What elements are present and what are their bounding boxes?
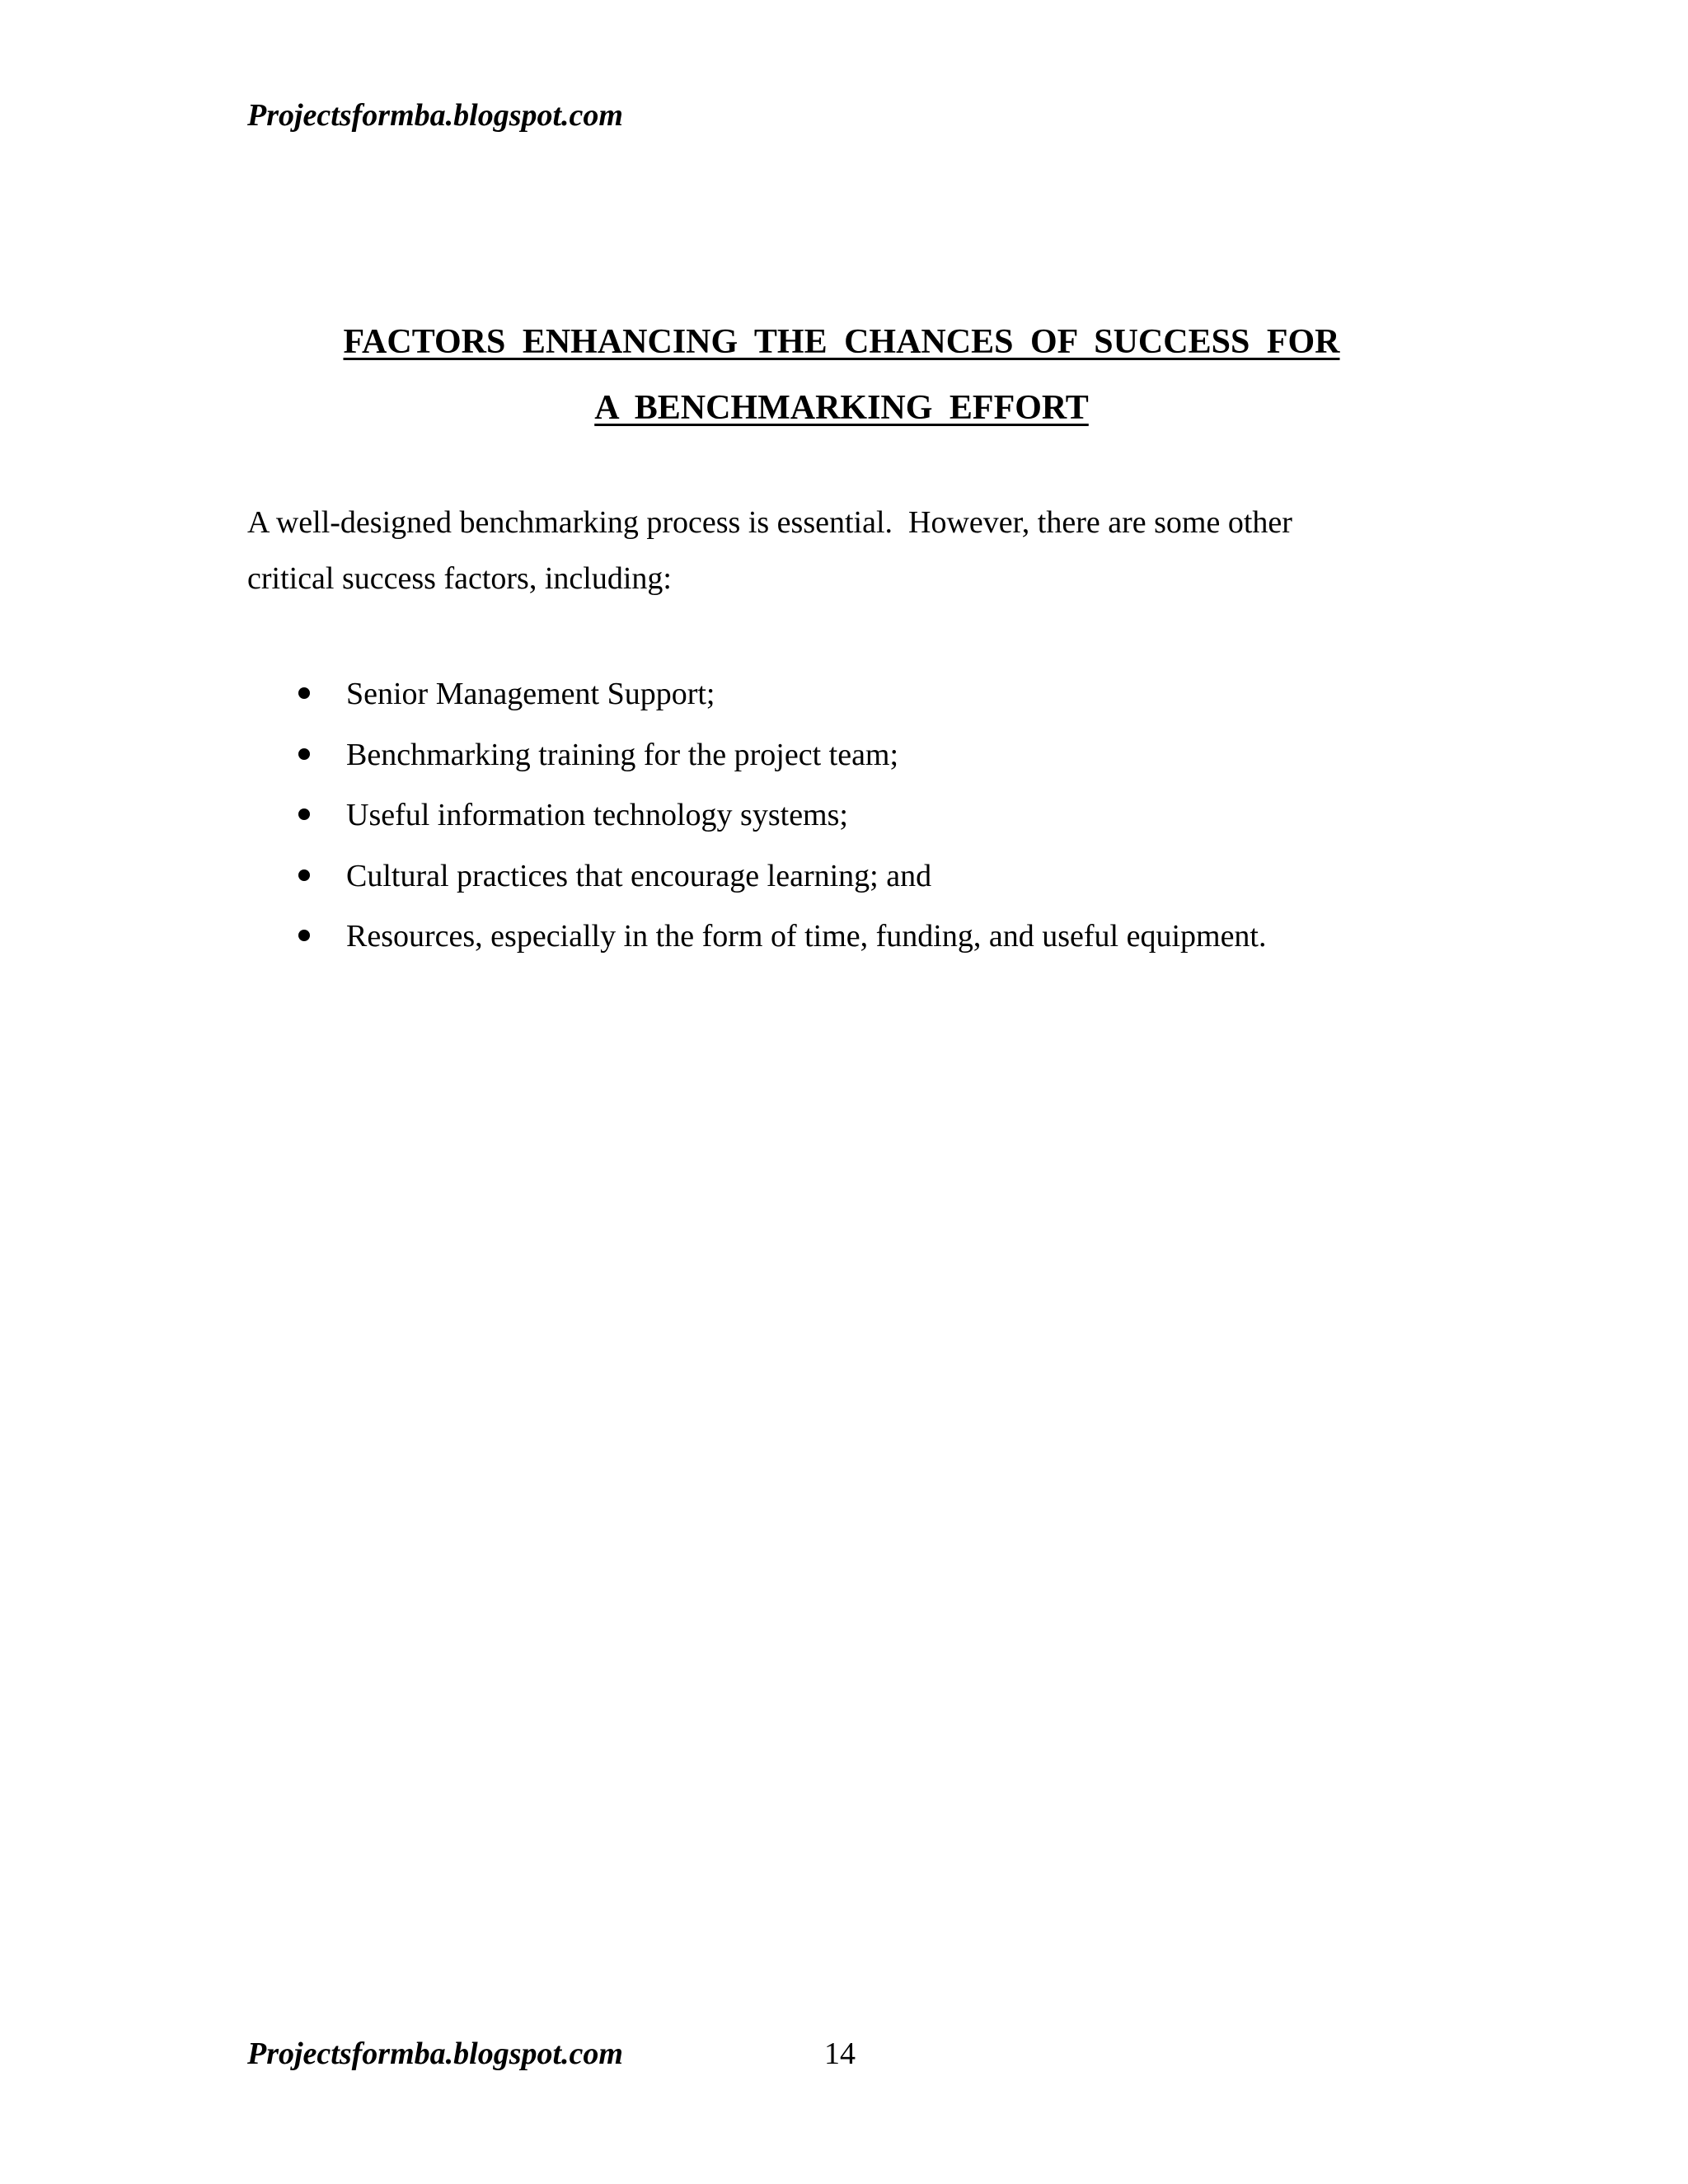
intro-line-2: critical success factors, including: [247,561,672,596]
list-item-text: Resources, especially in the form of time, funding, and useful equipment. [346,919,1267,954]
title-line-2-text: A BENCHMARKING EFFORT [594,389,1089,427]
bullet-icon [298,808,310,820]
page-number: 14 [824,2036,856,2071]
list-item-text: Senior Management Support; [346,677,715,711]
list-item-text: Useful information technology systems; [346,798,848,832]
bullet-icon [298,869,310,881]
intro-paragraph [247,494,1436,607]
list-item [247,727,1436,788]
title-line-1 [247,309,1436,375]
list-item [247,787,1436,848]
list-item [247,848,1436,909]
success-factors-list [247,666,1436,969]
header-site-name: Projectsformba.blogspot.com [247,98,623,133]
title-line-2 [247,375,1436,441]
list-item [247,666,1436,727]
bullet-icon [298,748,310,760]
page-title [247,309,1436,441]
list-item [247,908,1436,969]
bullet-icon [298,687,310,699]
list-item-text: Cultural practices that encourage learning; and [346,858,932,893]
list-item-text: Benchmarking training for the project team; [346,737,899,772]
intro-line-1: A well-designed benchmarking process is essential. However, there are some other [247,505,1292,540]
title-line-1-text: FACTORS ENHANCING THE CHANCES OF SUCCESS FOR [343,323,1340,361]
bullet-icon [298,930,310,941]
footer-site-name: Projectsformba.blogspot.com [247,2036,623,2071]
